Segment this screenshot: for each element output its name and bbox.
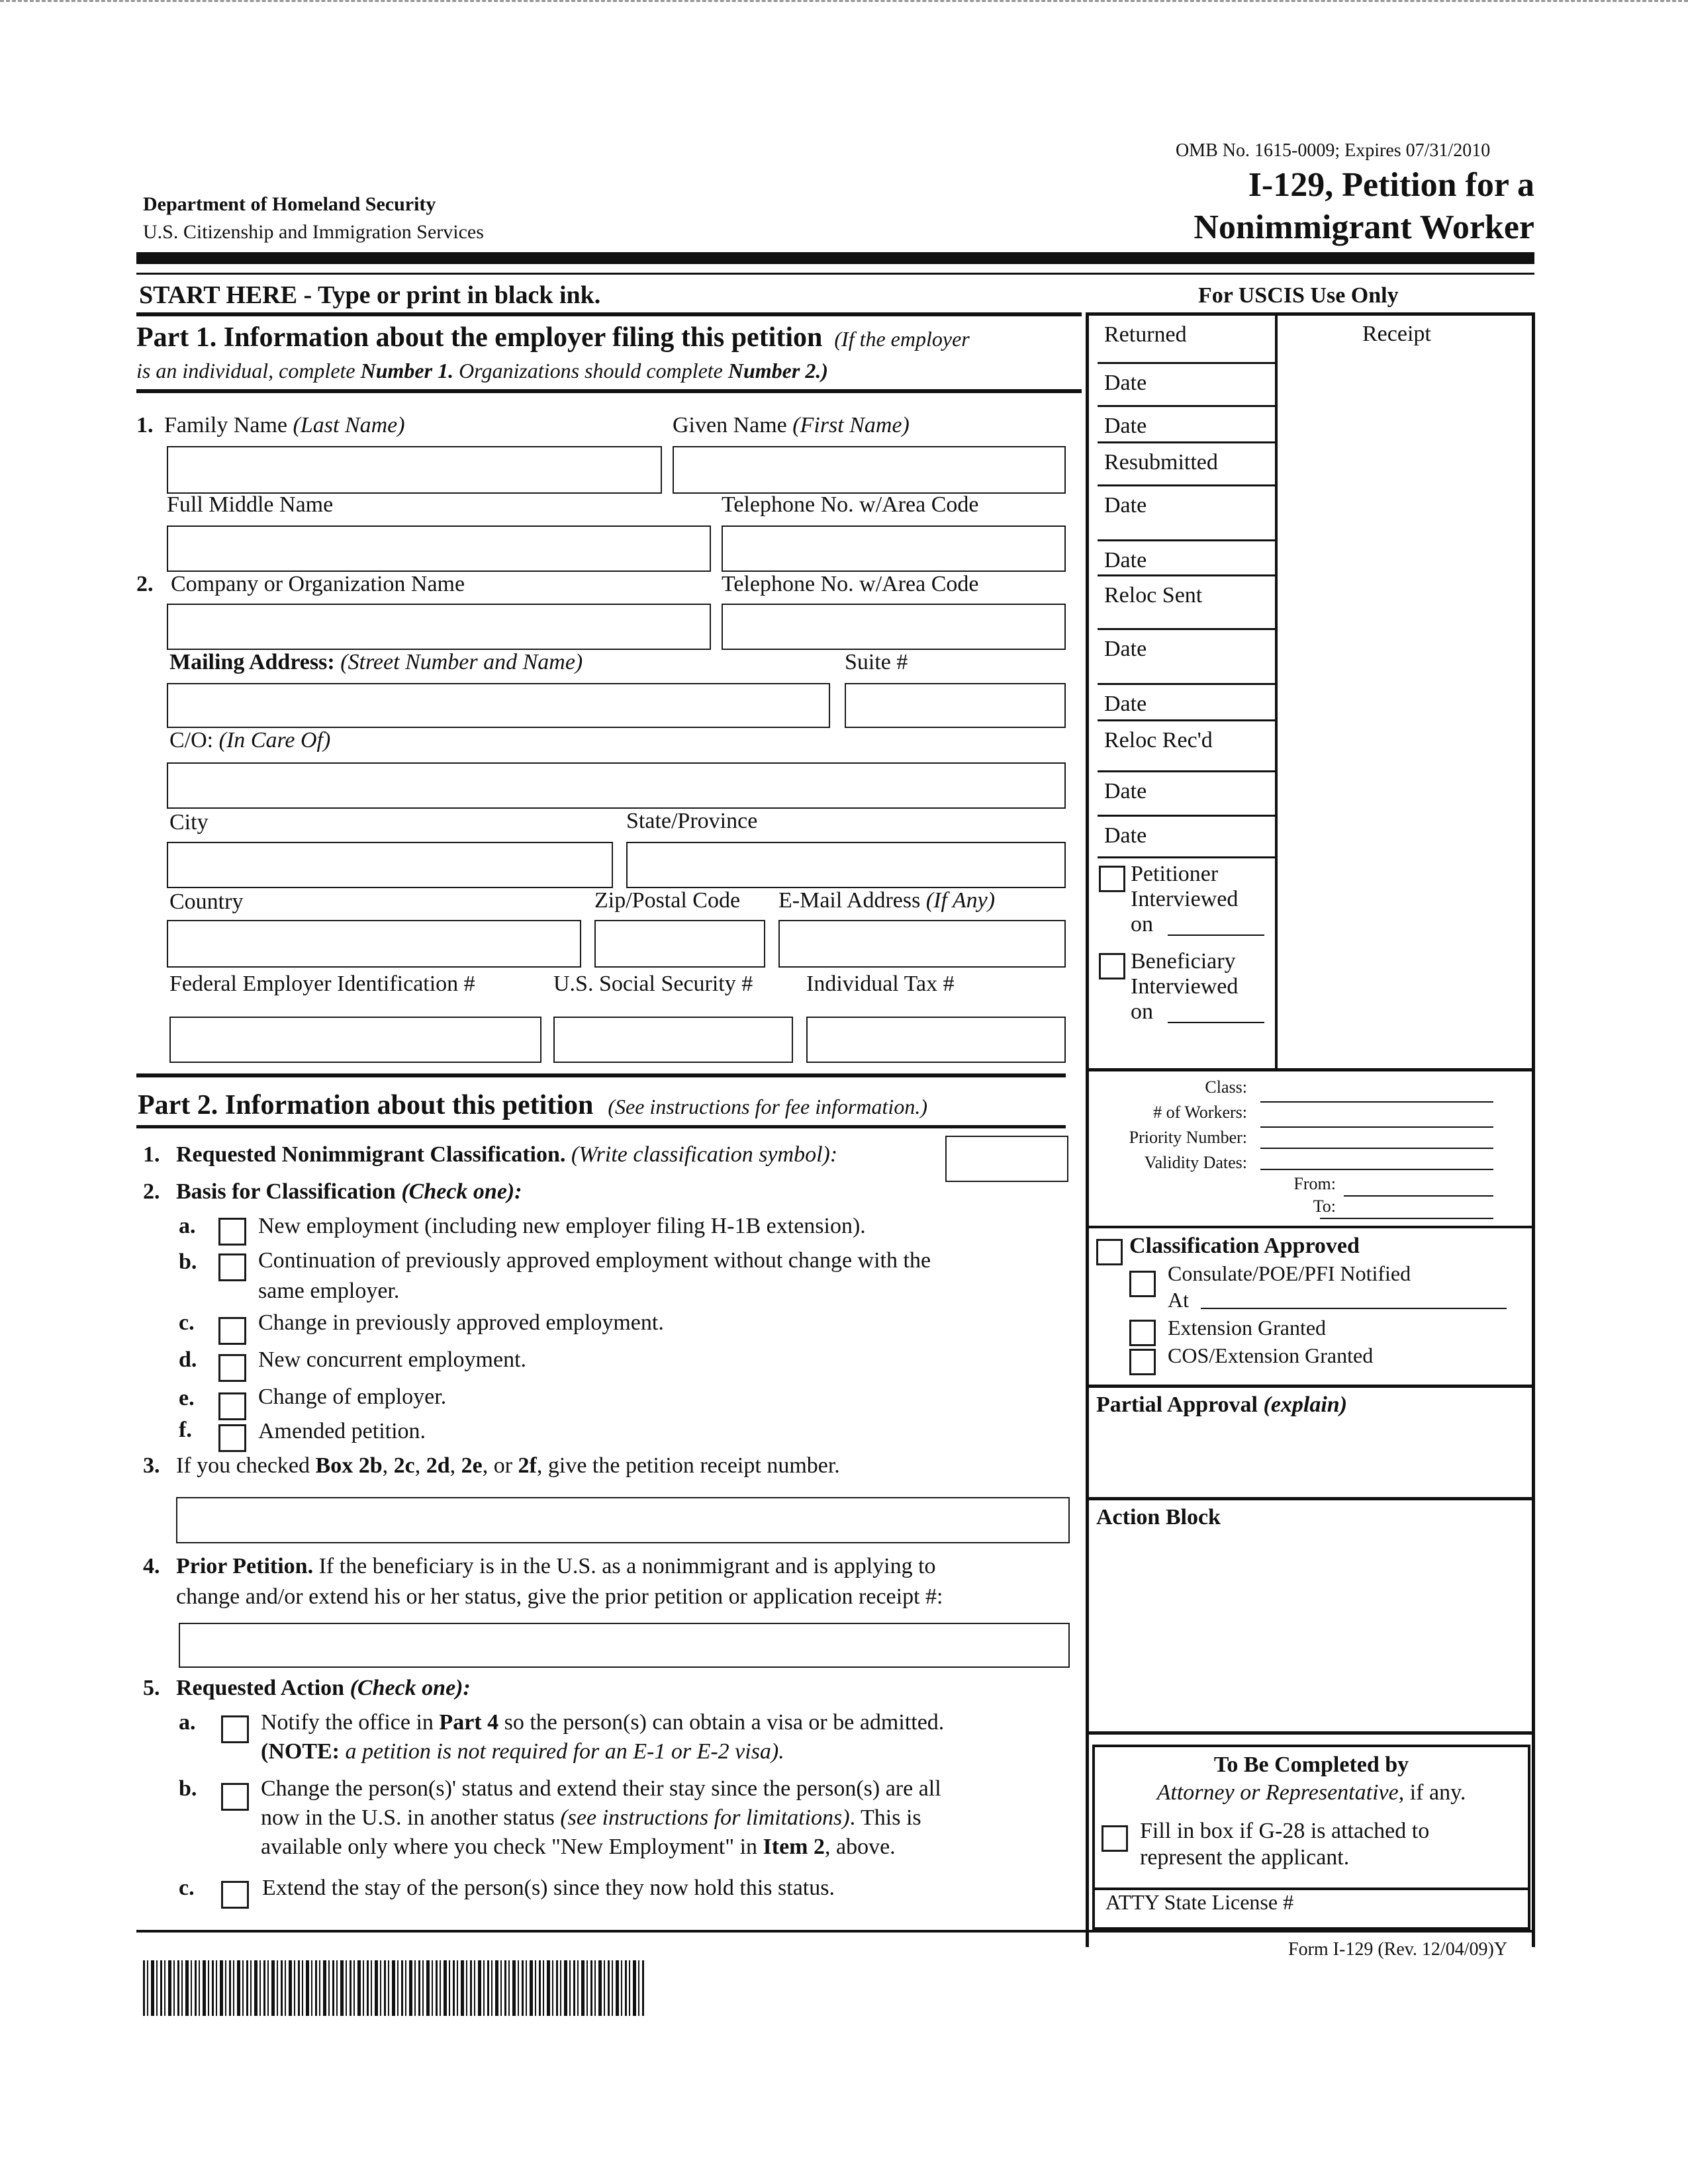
country-label: Country [169, 889, 244, 914]
returned-cell [1098, 316, 1276, 364]
given-name-text: Given Name [673, 413, 787, 437]
q1-hint: (Write classification symbol): [571, 1142, 838, 1167]
fein-label: Federal Employer Identification # [169, 972, 475, 996]
to-line[interactable] [1320, 1218, 1493, 1219]
q5c-checkbox[interactable] [221, 1881, 249, 1909]
q5c-letter: c. [179, 1876, 195, 1900]
classification-symbol-input[interactable] [945, 1136, 1068, 1182]
department-name: Department of Homeland Security [143, 193, 436, 215]
option-c-checkbox[interactable] [218, 1317, 246, 1345]
option-d-letter: d. [179, 1347, 197, 1372]
q5a-3: so the person(s) can obtain a visa or be admitted. [498, 1710, 945, 1735]
date-cell-2 [1098, 407, 1276, 443]
option-f-letter: f. [179, 1418, 192, 1442]
family-name-label [164, 413, 405, 438]
reloc-sent-label: Reloc Sent [1104, 583, 1203, 608]
attorney-box-subtitle [1092, 1780, 1530, 1805]
extension-granted-checkbox[interactable] [1129, 1320, 1156, 1346]
email-hint: (If Any) [925, 888, 996, 913]
q5b-6: Item 2 [763, 1835, 825, 1859]
consulate-notified-label: Consulate/POE/PFI Notified [1168, 1261, 1411, 1285]
given-name-input[interactable] [673, 446, 1066, 494]
atty-license-label: ATTY State License # [1105, 1890, 1294, 1914]
consulate-notified-checkbox[interactable] [1129, 1271, 1156, 1297]
q1-text: Requested Nonimmigrant Classification. [176, 1142, 566, 1167]
q5a-5: a petition is not required for an E-1 or E-2 visa). [340, 1739, 784, 1764]
beneficiary-label: Beneficiary [1131, 949, 1236, 974]
resubmitted-cell [1098, 443, 1276, 486]
cos-extension-label: COS/Extension Granted [1168, 1343, 1374, 1367]
company-name-input[interactable] [167, 604, 711, 650]
country-input[interactable] [167, 920, 581, 968]
uscis-section-rule-1 [1086, 1068, 1534, 1071]
beneficiary-interviewed-label: Interviewed [1131, 974, 1239, 999]
item1-number: 1. [136, 413, 154, 437]
start-here-instruction: START HERE - Type or print in black ink. [139, 281, 601, 309]
q3-e: , [414, 1453, 426, 1478]
q4-line1-text: If the beneficiary is in the U.S. as a nonimmigrant and is applying to [313, 1554, 936, 1578]
from-line[interactable] [1344, 1195, 1493, 1197]
q1-label [176, 1142, 837, 1167]
petitioner-label: Petitioner [1131, 862, 1219, 886]
extension-granted-label: Extension Granted [1168, 1316, 1327, 1340]
date-cell-6 [1098, 685, 1276, 721]
priority-line[interactable] [1260, 1148, 1493, 1149]
priority-number-label: Priority Number: [1129, 1128, 1247, 1147]
option-e-text: Change of employer. [258, 1385, 447, 1409]
attorney-box-subtitle-italic: Attorney or Representative [1156, 1780, 1399, 1805]
q2-number: 2. [143, 1179, 160, 1204]
q5b-line3 [261, 1835, 896, 1860]
form-title-line2: Nonimmigrant Worker [1194, 208, 1534, 246]
q2-hint: (Check one): [401, 1179, 522, 1204]
telephone2-input[interactable] [722, 604, 1066, 650]
to-label: To: [1313, 1197, 1336, 1216]
q5b-2: now in the U.S. in another status [261, 1805, 561, 1830]
q5a-2: Part 4 [439, 1710, 499, 1735]
uscis-use-only-title: For USCIS Use Only [1198, 283, 1399, 308]
part1-note-b3: Organizations should complete [453, 359, 728, 383]
barcode [143, 1960, 645, 2016]
q3-j: 2f [518, 1453, 537, 1478]
classification-approved-checkbox[interactable] [1096, 1239, 1123, 1265]
date-cell-3 [1098, 486, 1276, 541]
q3-c: , [382, 1453, 394, 1478]
q5b-letter: b. [179, 1776, 197, 1801]
q5-text: Requested Action [176, 1676, 345, 1700]
q5b-line2 [261, 1805, 921, 1831]
q3-a: If you checked [176, 1453, 316, 1478]
uscis-section-rule-3 [1086, 1385, 1534, 1388]
partial-approval-text: Partial Approval [1096, 1392, 1258, 1417]
q5b-4: . This is [849, 1805, 921, 1830]
option-b-text-line2: same employer. [258, 1279, 400, 1303]
full-middle-name-input[interactable] [167, 525, 711, 572]
state-province-label: State/Province [626, 809, 758, 833]
workers-line[interactable] [1260, 1126, 1493, 1128]
state-province-input[interactable] [626, 842, 1066, 888]
family-name-input[interactable] [167, 446, 662, 494]
q3-k: , give the petition receipt number. [536, 1453, 840, 1478]
reloc-recd-cell [1098, 721, 1276, 772]
option-f-checkbox[interactable] [218, 1424, 246, 1452]
prior-petition-input[interactable] [179, 1623, 1070, 1668]
date-label-2: Date [1104, 414, 1147, 438]
part2-top-rule [136, 1073, 1066, 1077]
returned-label: Returned [1104, 322, 1187, 347]
g28-label-line1: Fill in box if G-28 is attached to [1140, 1819, 1430, 1843]
validity-line[interactable] [1260, 1169, 1493, 1170]
date-label-4: Date [1104, 548, 1147, 572]
date-cell-1 [1098, 364, 1276, 407]
ssn-label: U.S. Social Security # [553, 972, 753, 996]
q5b-7: , above. [825, 1835, 896, 1859]
beneficiary-interviewed-checkbox[interactable] [1099, 953, 1125, 979]
from-label: From: [1293, 1174, 1336, 1193]
q4-bold: Prior Petition. [176, 1554, 314, 1578]
ssn-input[interactable] [553, 1017, 793, 1063]
option-d-checkbox[interactable] [218, 1354, 246, 1382]
beneficiary-on-label: on [1131, 999, 1153, 1024]
q5a-1: Notify the office in [261, 1710, 440, 1735]
scan-edge [0, 0, 1688, 5]
resubmitted-label: Resubmitted [1104, 450, 1218, 475]
receipt-number-input[interactable] [176, 1497, 1070, 1543]
telephone2-label: Telephone No. w/Area Code [722, 572, 979, 596]
full-middle-name-label: Full Middle Name [167, 492, 334, 517]
city-input[interactable] [167, 842, 613, 888]
date-cell-8 [1098, 817, 1276, 858]
email-label [778, 888, 995, 913]
suite-label: Suite # [845, 650, 908, 674]
part1-title: Part 1. Information about the employer filing this petition [136, 322, 823, 353]
g28-label-line2: represent the applicant. [1140, 1845, 1350, 1870]
part1-note-b2: Number 1. [360, 359, 454, 383]
uscis-section-rule-5 [1086, 1731, 1534, 1735]
footer-rule [136, 1930, 1534, 1933]
date-label-3: Date [1104, 493, 1147, 518]
receipt-label: Receipt [1362, 322, 1431, 346]
zip-input[interactable] [594, 920, 765, 968]
petitioner-on-label: on [1131, 912, 1153, 936]
fein-input[interactable] [169, 1017, 541, 1063]
date-label-7: Date [1104, 779, 1147, 803]
mailing-address-input[interactable] [167, 683, 830, 728]
part2-note: (See instructions for fee information.) [608, 1095, 927, 1118]
beneficiary-date-line[interactable] [1168, 1022, 1264, 1023]
part1-note-b4: Number 2.) [727, 359, 828, 383]
q4-line1 [176, 1554, 936, 1579]
date-label-8: Date [1104, 823, 1147, 848]
mailing-address-text: Mailing Address: [169, 650, 335, 674]
option-c-text: Change in previously approved employment. [258, 1310, 664, 1335]
mailing-address-label [169, 650, 583, 675]
form-revision: Form I-129 (Rev. 12/04/09)Y [1288, 1939, 1508, 1960]
q5a-line2 [261, 1739, 784, 1764]
part2-heading [138, 1089, 927, 1121]
option-a-text: New employment (including new employer filing H-1B extension). [258, 1214, 866, 1238]
q3-number: 3. [143, 1453, 160, 1478]
workers-label: # of Workers: [1153, 1103, 1247, 1122]
class-line[interactable] [1260, 1101, 1493, 1103]
at-line[interactable] [1201, 1308, 1507, 1309]
q5a-checkbox[interactable] [221, 1715, 249, 1743]
part2-title: Part 2. Information about this petition [138, 1090, 594, 1120]
petitioner-interviewed-checkbox[interactable] [1099, 866, 1125, 892]
q5a-letter: a. [179, 1710, 196, 1735]
reloc-sent-cell [1098, 576, 1276, 630]
q3-i: , or [482, 1453, 518, 1478]
mailing-address-hint: (Street Number and Name) [340, 650, 583, 674]
option-b-text: Continuation of previously approved employment without change with the [258, 1248, 931, 1273]
uscis-right-border [1532, 312, 1535, 1947]
given-name-label [673, 413, 910, 438]
telephone1-input[interactable] [722, 525, 1066, 572]
suite-input[interactable] [845, 683, 1066, 728]
attorney-box-title: To Be Completed by [1213, 1752, 1409, 1777]
q2-label [176, 1179, 522, 1205]
reloc-recd-label: Reloc Rec'd [1104, 728, 1213, 752]
q3-label [176, 1453, 840, 1479]
at-label: At [1168, 1288, 1189, 1312]
date-label-5: Date [1104, 637, 1147, 661]
uscis-left-border [1086, 312, 1089, 1947]
itin-input[interactable] [806, 1017, 1066, 1063]
option-b-checkbox[interactable] [218, 1253, 246, 1281]
validity-dates-label: Validity Dates: [1144, 1153, 1247, 1172]
part2-heading-rule [136, 1125, 1066, 1128]
q5b-3: (see instructions for limitations) [560, 1805, 850, 1830]
partial-approval-hint: (explain) [1263, 1392, 1348, 1417]
cos-extension-checkbox[interactable] [1129, 1349, 1156, 1375]
form-title-line1: I-129, Petition for a [1248, 166, 1534, 204]
attorney-box-subtitle-rest: , if any. [1398, 1780, 1466, 1805]
option-e-checkbox[interactable] [218, 1392, 246, 1420]
q1-number: 1. [143, 1142, 160, 1167]
care-of-label [169, 728, 330, 753]
date-label-6: Date [1104, 692, 1147, 716]
q5-hint: (Check one): [350, 1676, 471, 1700]
care-of-hint: (In Care Of) [218, 728, 331, 752]
q4-number: 4. [143, 1554, 160, 1578]
itin-label: Individual Tax # [806, 972, 955, 996]
date-label-1: Date [1104, 371, 1147, 395]
care-of-text: C/O: [169, 728, 214, 752]
q5-label [176, 1676, 471, 1701]
family-name-text: Family Name [164, 413, 288, 437]
part1-heading-rule [136, 389, 1082, 393]
city-label: City [169, 810, 209, 835]
g28-attached-checkbox[interactable] [1102, 1825, 1128, 1852]
option-a-checkbox[interactable] [218, 1218, 246, 1246]
item2-number: 2. [136, 572, 154, 596]
q5b-checkbox[interactable] [221, 1783, 249, 1811]
part1-note-a: (If the employer [834, 327, 970, 351]
company-name-label: Company or Organization Name [171, 572, 465, 596]
zip-label: Zip/Postal Code [594, 888, 741, 913]
q3-b: Box 2b [315, 1453, 383, 1478]
option-c-letter: c. [179, 1310, 195, 1335]
q5b-line1: Change the person(s)' status and extend their stay since the person(s) are all [261, 1776, 941, 1801]
option-f-text: Amended petition. [258, 1419, 426, 1443]
q3-h: 2e [461, 1453, 483, 1478]
q3-f: 2d [426, 1453, 450, 1478]
omb-number: OMB No. 1615-0009; Expires 07/31/2010 [1176, 140, 1491, 161]
part1-heading [136, 322, 970, 353]
option-b-letter: b. [179, 1250, 197, 1274]
petitioner-date-line[interactable] [1168, 934, 1264, 936]
q5c-text: Extend the stay of the person(s) since they now hold this status. [262, 1876, 835, 1900]
header-thick-rule [136, 252, 1534, 264]
date-cell-7 [1098, 772, 1276, 817]
partial-approval-label [1096, 1392, 1347, 1418]
option-e-letter: e. [179, 1386, 195, 1410]
class-label: Class: [1205, 1077, 1247, 1097]
care-of-input[interactable] [167, 762, 1066, 809]
email-text: E-Mail Address [778, 888, 921, 913]
given-name-hint: (First Name) [792, 413, 910, 437]
date-cell-4 [1098, 541, 1276, 576]
classification-approved-label: Classification Approved [1129, 1234, 1360, 1258]
q3-d: 2c [393, 1453, 415, 1478]
part1-note-b1: is an individual, complete [136, 359, 361, 383]
q4-line2: change and/or extend his or her status, give the prior petition or application receipt #: [176, 1584, 943, 1609]
q5-number: 5. [143, 1676, 160, 1700]
email-input[interactable] [778, 920, 1066, 968]
q5a-4: (NOTE: [261, 1739, 340, 1764]
date-cell-5 [1098, 630, 1276, 685]
q3-g: , [449, 1453, 461, 1478]
telephone1-label: Telephone No. w/Area Code [722, 492, 979, 517]
family-name-hint: (Last Name) [293, 413, 405, 437]
q2-text: Basis for Classification [176, 1179, 396, 1204]
option-a-letter: a. [179, 1214, 196, 1238]
q5b-5: available only where you check "New Employment" in [261, 1835, 763, 1859]
part1-note-line2 [136, 359, 828, 383]
part1-top-rule [136, 312, 1082, 316]
header-thin-rule [136, 273, 1534, 275]
q5a-line1 [261, 1710, 944, 1735]
petitioner-interviewed-label: Interviewed [1131, 887, 1239, 911]
action-block-label: Action Block [1096, 1505, 1221, 1529]
uscis-section-rule-2 [1086, 1226, 1534, 1228]
agency-name: U.S. Citizenship and Immigration Services [143, 221, 484, 243]
option-d-text: New concurrent employment. [258, 1347, 527, 1372]
uscis-section-rule-4 [1086, 1497, 1534, 1500]
